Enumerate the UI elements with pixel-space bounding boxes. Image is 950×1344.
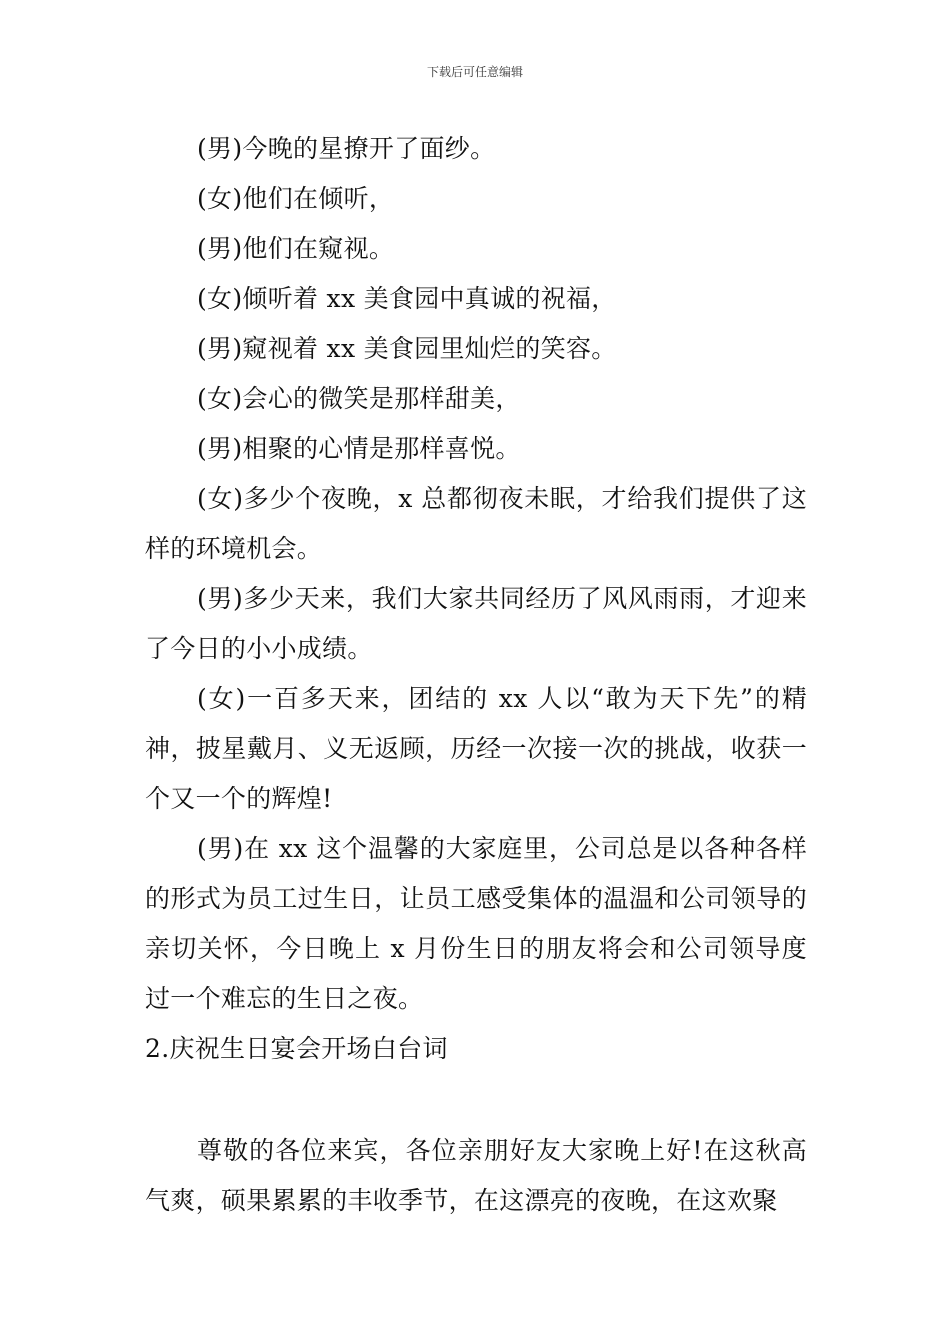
dialogue-line: (男)他们在窥视。: [197, 234, 395, 263]
dialogue-line: (男)今晚的星撩开了面纱。: [197, 134, 496, 163]
page-header-note: 下载后可任意编辑: [426, 65, 523, 79]
document-body: [145, 124, 807, 1226]
section-gap: [145, 1074, 807, 1126]
section-title: 2.庆祝生日宴会开场白台词: [145, 1034, 448, 1063]
dialogue-line: (女)多少个夜晚，x 总都彻夜未眠，才给我们提供了这样的环境机会。: [145, 484, 807, 563]
dialogue-line: (女)倾听着 xx 美食园中真诚的祝福，: [197, 284, 617, 313]
dialogue-line: (男)在 xx 这个温馨的大家庭里，公司总是以各种各样的形式为员工过生日，让员工感受集体的温温和公司领导的亲切关怀，今日晚上 x 月份生日的朋友将会和公司领导度过一个难忘的生日之夜。: [145, 834, 807, 1013]
dialogue-line: (女)他们在倾听，: [197, 184, 395, 213]
dialogue-line: (男)多少天来，我们大家共同经历了风风雨雨，才迎来了今日的小小成绩。: [145, 584, 807, 663]
dialogue-line: (女)一百多天来，团结的 xx 人以“敢为天下先”的精神，披星戴月、义无返顾，历经一次接一次的挑战，收获一个又一个的辉煌!: [145, 684, 807, 813]
dialogue-line: (男)相聚的心情是那样喜悦。: [197, 434, 521, 463]
dialogue-line: (男)窥视着 xx 美食园里灿烂的笑容。: [197, 334, 617, 363]
dialogue-line: (女)会心的微笑是那样甜美，: [197, 384, 521, 413]
opening-paragraph: 尊敬的各位来宾，各位亲朋好友大家晚上好!在这秋高气爽，硕果累累的丰收季节，在这漂亮的夜晚，在这欢聚: [145, 1136, 807, 1215]
